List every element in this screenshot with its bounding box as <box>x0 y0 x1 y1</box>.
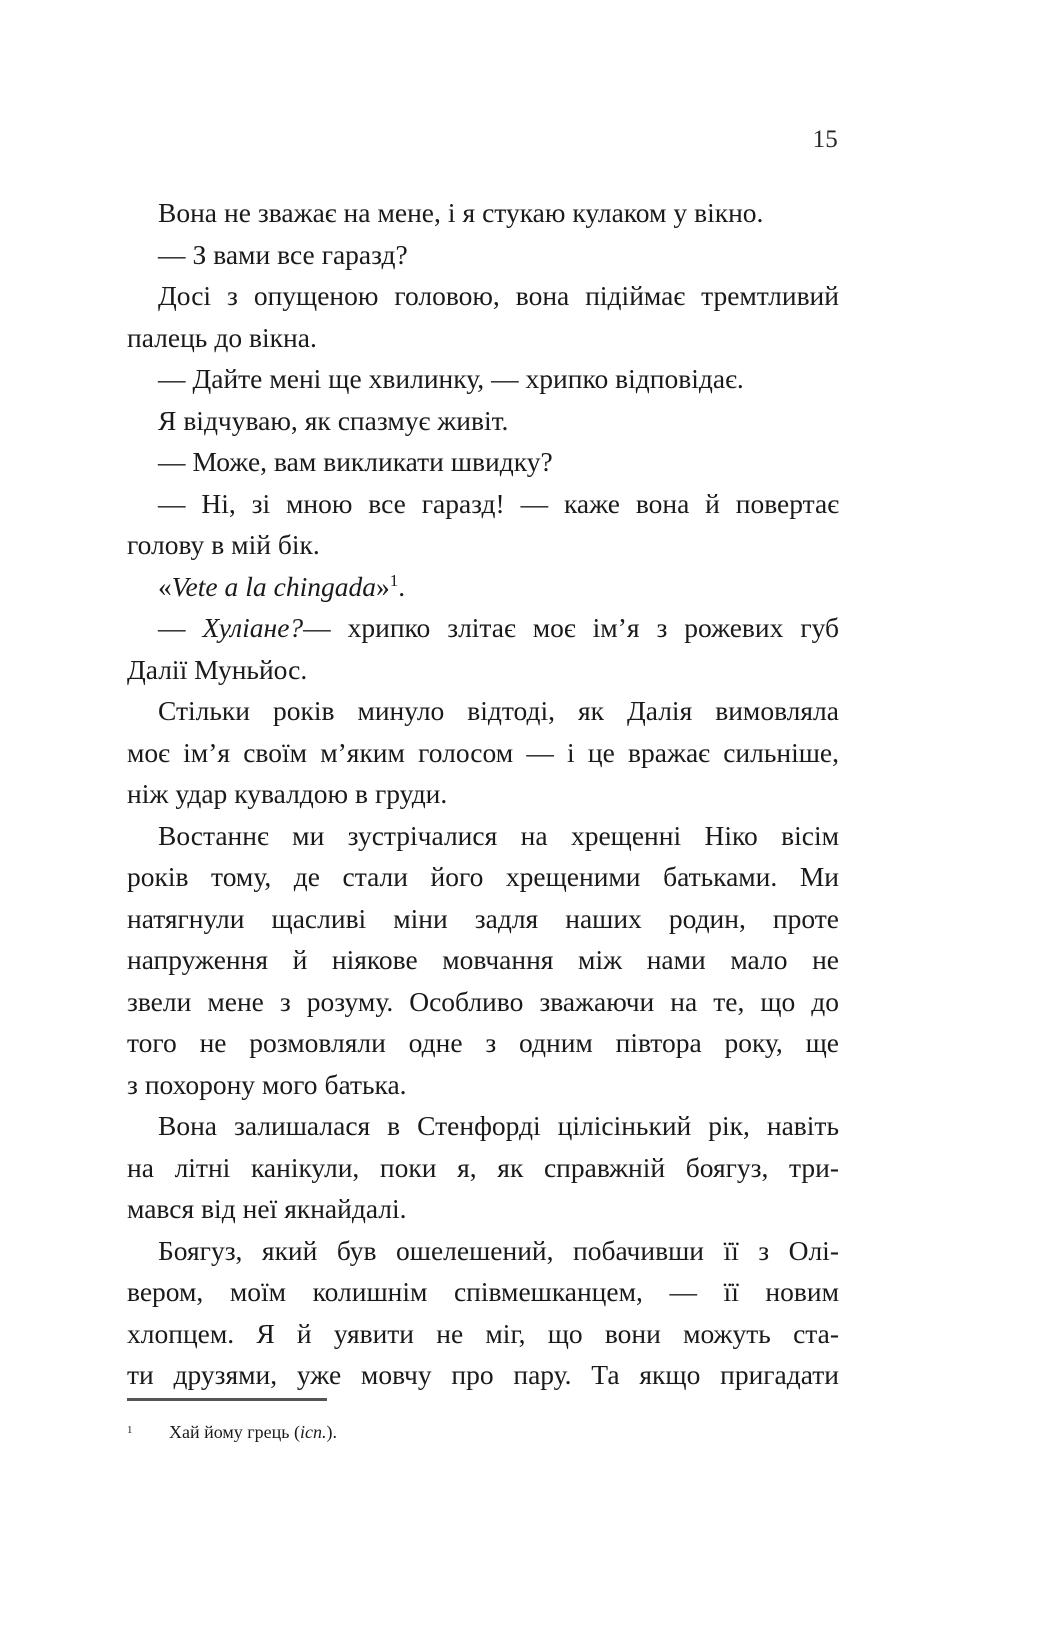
text-line: хлопцем. Я й уявити не міг, що вони можуть ста- <box>127 1317 839 1349</box>
paragraph <box>127 483 839 566</box>
text-line: — Дайте мені ще хвилинку, — хрипко відповідає. <box>158 363 744 394</box>
text-line: Стільки років минуло відтоді, як Далія вимовляла <box>158 695 839 726</box>
body-text-block <box>127 192 839 1396</box>
text-line: Далії Муньйос. <box>127 653 308 685</box>
text-line: ти друзями, уже мовчу про пару. Та якщо пригадати <box>127 1359 839 1390</box>
sentence-period: . <box>398 570 406 602</box>
text-line: — Ні, зі мною все гаразд! — каже вона й повертає <box>158 487 839 519</box>
footnote-text <box>169 1419 839 1445</box>
text-line: палець до вікна. <box>127 321 317 353</box>
text-line: — Хуліане?— хрипко злітає моє ім’я з рожевих губ <box>158 612 839 643</box>
footnote-text-before: Хай йому грець ( <box>169 1422 301 1442</box>
text-line: вером, моїм колишнім співмешканцем, — її новим <box>127 1276 839 1307</box>
text-line: — З вами все гаразд? <box>158 238 408 270</box>
text-line: Вона не зважає на мене, і я стукаю кулаком у вікно. <box>158 197 764 228</box>
text-line: років тому, де стали його хрещеними батьками. Ми <box>127 861 839 892</box>
text-line: Боягуз, який був ошелешений, побачивши її з Олі- <box>158 1234 839 1266</box>
quote-open: « <box>158 570 172 602</box>
text-line: на літні канікули, поки я, як справжній боягуз, три- <box>127 1151 839 1183</box>
text-line <box>127 566 839 608</box>
footnote-item <box>127 1419 839 1445</box>
footnote-language-abbr: ісп. <box>300 1422 327 1442</box>
text-line: ніж удар кувалдою в груди. <box>127 778 448 809</box>
paragraph <box>127 1230 839 1396</box>
paragraph-foreign-phrase <box>127 566 839 608</box>
text-line: з похорону мого батька. <box>127 1068 407 1100</box>
text-line: моє ім’я своїм м’яким голосом — і це вражає сильніше, <box>127 736 839 768</box>
text-line: Досі з опущеною головою, вона підіймає тремтливий <box>158 280 839 311</box>
paragraph <box>127 400 839 442</box>
text-line: Востаннє ми зустрічалися на хрещенні Ніко вісім <box>158 819 839 851</box>
paragraph <box>127 358 839 400</box>
paragraph <box>127 815 839 1106</box>
paragraph <box>127 275 839 358</box>
footnote-separator-rule <box>127 1398 327 1401</box>
text-line: звели мене з розуму. Особливо зважаючи на те, що до <box>127 985 839 1017</box>
text-line: мався від неї якнайдалі. <box>127 1193 407 1224</box>
page-number: 15 <box>812 126 838 153</box>
text-line: натягнули щасливі міни задля наших родин, проте <box>127 902 839 934</box>
footnote-marker: 1 <box>127 1424 133 1436</box>
text-line: напруження й ніякове мовчання між нами мало не <box>127 944 839 975</box>
footnote-text-after: ). <box>326 1422 338 1442</box>
footnote-reference[interactable]: 1 <box>389 570 399 590</box>
text-line: Вона залишалася в Стенфорді цілісінький рік, навіть <box>158 1110 839 1141</box>
paragraph <box>127 690 839 815</box>
paragraph <box>127 441 839 483</box>
quote-close: » <box>375 570 390 602</box>
paragraph <box>127 1105 839 1230</box>
paragraph <box>127 192 839 234</box>
text-line: голову в мій бік. <box>127 529 320 560</box>
name-italic: Хуліане? <box>202 612 304 643</box>
text-line: Я відчуваю, як спазмує живіт. <box>158 404 509 436</box>
paragraph <box>127 607 839 690</box>
paragraph <box>127 234 839 276</box>
text-line: того не розмовляли одне з одним півтора року, ще <box>127 1027 839 1058</box>
foreign-phrase-italic: Vete a la chingada <box>171 570 376 602</box>
footnote-area <box>127 1398 839 1445</box>
text-line: — Може, вам викликати швидку? <box>158 446 553 477</box>
